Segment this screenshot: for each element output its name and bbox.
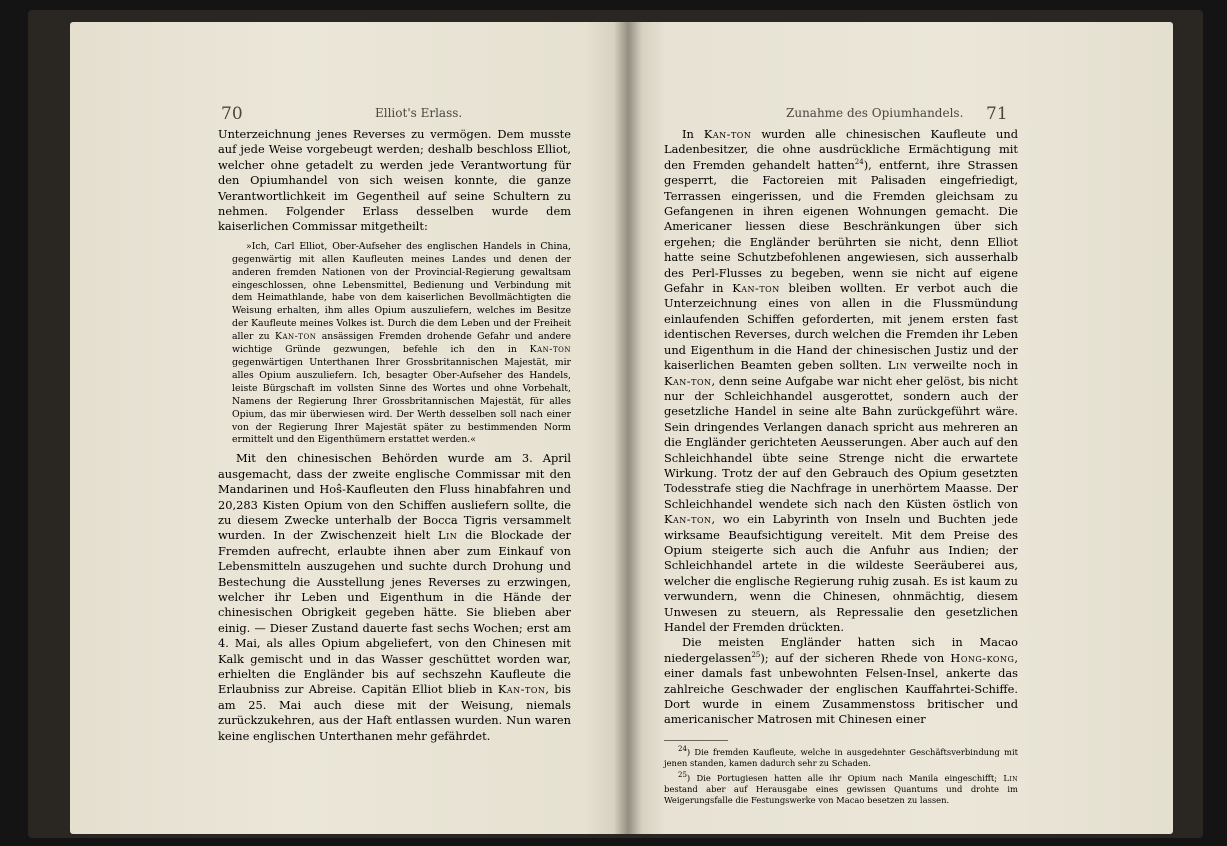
left-body-text — [218, 127, 571, 744]
footnote-24 — [664, 747, 1018, 769]
text-run: Die meisten Engländer hatten sich in Macao niedergelassen — [664, 635, 1018, 665]
left-page-number: 70 — [221, 104, 243, 124]
text-run: ); auf der sicheren Rhede von — [760, 650, 945, 665]
text-run: , bis am 25. Mai auch diese mit der Weisung, niemals zurückzukehren, aus der Haft entlassen wurden. Nun waren keine englischen Unterthanen mehr gefährdet. — [218, 682, 572, 743]
text-run: die Blockade der Fremden aufrecht, erlaubte ihnen aber zum Einkauf von Lebensmitteln auszugehen und suchte durch Drohung und Bestechung die Ausstellung jenes Reverses zu erzwingen, welcher ihr Leben und Eigenthum in die Hände der chinesischen Obrigkeit gegeben hätte. Sie blieben aber einig. — Dieser Zustand dauerte fast sechs Wochen; erst am 4. Mai, als alles Opium abgeliefert, von den Chinesen mit Kalk gemischt und in das Wasser geschüttet worden war, erhielten die Engländer bis auf sechszehn Kaufleute die Erlaubniss zur Abreise. Capitän Elliot blieb in — [218, 528, 572, 697]
place-name: Hong-kong — [950, 650, 1015, 665]
person-name: Lin — [1003, 772, 1018, 783]
quote-part-b: ansässigen Fremden drohende Gefahr und andere wichtige Gründe gezwungen, befehle ich den in — [232, 331, 571, 356]
text-run: ), entfernt, ihre Strassen gesperrt, die Factoreien mit Palisaden eingefriedigt, Terrassen eingerissen, und die Fremden gleichsam zu Gefangenen in ihren eigenen Wohnungen gemacht. Die Americaner liessen diese Beschränkungen über sich ergehen; die Engländer berührten sie nicht, denn Elliot hatte seine Schutzbefohlenen angewiesen, sich ausserhalb des Perl-Flusses zu begeben, wenn sie nicht auf eigene Gefahr in — [664, 157, 1018, 296]
right-paragraph-2 — [664, 635, 1018, 727]
right-body-text — [664, 127, 1018, 810]
place-name: Kan-ton — [497, 682, 546, 697]
footnote-ref: 24 — [854, 158, 864, 167]
footnote-ref: 25 — [751, 651, 761, 660]
quote-part-c: gegenwärtigen Unterthanen Ihrer Grossbritannischen Majestät, mir alles Opium auszuliefern. Ich, besagter Ober-Aufseher des Handels, leiste Bürgschaft im vollsten Sinne des Wortes und ohne Vorbehalt, Namens der Regierung Ihrer Grossbritannischen Majestät, für alles Opium, das mir überwiesen wird. Der Werth desselben soll nach einer von der Regierung Ihrer Majestät später zu bestimmenden Norm ermittelt und den Eigenthümern erstattet werden.« — [232, 357, 571, 446]
footnote-divider — [664, 740, 728, 741]
place-name: Kan-ton — [275, 331, 317, 343]
elliot-decree-quote — [232, 241, 571, 448]
footnote-number: 25 — [678, 771, 687, 780]
text-run: , einer damals fast unbewohnten Felsen-Insel, ankerte das zahlreiche Geschwader der englischen Kauffahrtei-Schiffe. Dort wurde in einem Zusammenstoss britischer und americanischer Matrosen mit Chinesen einer — [664, 650, 1018, 727]
footnote-text: ) Die fremden Kaufleute, welche in ausgedehnter Geschäftsverbindung mit jenen standen, kamen dadurch sehr zu Schaden. — [664, 746, 1018, 768]
quote-part-a: »Ich, Carl Elliot, Ober-Aufseher des englischen Handels in China, gegenwärtig mit allen Kaufleuten meines Landes und denen der anderen fremden Nationen von der Provincial-Regierung gewaltsam eingeschlossen, ohne Lebensmittel, Bedienung und Verbindung mit dem Heimathlande, habe von dem kaiserlichen Bevollmächtigten die Weisung erhalten, ihm alles Opium auszuliefern, welches im Besitze der Kaufleute meines Volkes ist. Durch die dem Leben und der Freiheit aller zu — [232, 240, 571, 343]
text-run: , denn seine Aufgabe war nicht eher gelöst, bis nicht nur der Schleichhandel ausgerottet, sondern auch der gesetzliche Handel in seine alte Bahn zurückgeführt wäre. Sein dringendes Verlangen danach spricht aus mehreren an die Engländer gerichteten Aeusserungen. Aber auch auf den Schleichhandel übte seine Strenge nicht die erwartete Wirkung. Trotz der auf den Gebrauch des Opium gesetzten Todesstrafe stieg die Nachfrage in unerhörtem Maasse. Der Schleichhandel wendete sich nach den Küsten östlich von — [664, 373, 1018, 511]
footnote-text: bestand aber auf Herausgabe eines gewissen Quantums und drohte im Weigerungsfalle die Festungswerke von Macao besetzen zu lassen. — [664, 783, 1018, 805]
text-run: verweilte noch in — [913, 358, 1019, 373]
text-run: Mit den chinesischen Behörden wurde am 3. April ausgemacht, dass der zweite englische Commissar mit den Mandarinen und Hoŝ-Kaufleuten den Fluss hinabfahren und 20,283 Kisten Opium von den Schiffen ausliefern sollte, die zu diesem Zwecke unterhalb der Bocca Tigris versammelt wurden. In der Zwischenzeit hielt — [218, 451, 571, 543]
left-paragraph-2 — [218, 451, 571, 744]
book-spread — [28, 10, 1203, 838]
place-name: Kan-ton — [664, 373, 712, 388]
footnote-number: 24 — [678, 745, 687, 754]
text-run: bleiben wollten. Er verbot auch die Unterzeichnung eines von allen in die Flussmündung einlaufenden Schiffen geforderten, mit jenem ersten fast identischen Reverses, durch welchen die Fremden ihr Leben und Eigenthum in die Hand der chinesischen Justiz und der kaiserlichen Beamten geben sollten. — [664, 281, 1018, 373]
text-run: In — [682, 127, 694, 141]
text-run: wurden alle chinesischen Kaufleute und Ladenbesitzer, die ohne ausdrückliche Ermächtigung mit den Fremden gehandelt hatten — [664, 127, 1019, 172]
place-name: Kan-ton — [529, 344, 571, 356]
place-name: Kan-ton — [732, 281, 780, 296]
footnotes — [664, 747, 1018, 806]
book-gutter — [614, 22, 642, 834]
person-name: Lin — [887, 358, 908, 373]
right-running-head: Zunahme des Opiumhandels. — [786, 106, 964, 120]
place-name: Kan-ton — [703, 127, 752, 141]
right-paragraph-1 — [664, 127, 1018, 635]
left-running-head: Elliot's Erlass. — [375, 106, 463, 120]
footnote-text: ) Die Portugiesen hatten alle ihr Opium nach Manila eingeschifft; — [686, 772, 998, 783]
footnote-25 — [664, 773, 1018, 806]
text-run: , wo ein Labyrinth von Inseln und Buchten jede wirksame Beaufsichtigung vereitelt. Mit dem Preise des Opium steigerte sich auch die Anfuhr aus Indien; der Schleichhandel artete in die wildeste Seeräuberei aus, welcher die englische Regierung ruhig zusah. Es ist kaum zu verwundern, wenn die Chinesen, ohnmächtig, diesem Unwesen zu steuern, als Repressalie den gesetzlichen Handel der Fremden drückten. — [664, 512, 1018, 634]
place-name: Kan-ton — [664, 512, 712, 527]
person-name: Lin — [438, 528, 458, 543]
left-paragraph-1: Unterzeichnung jenes Reverses zu vermögen. Dem musste auf jede Weise vorgebeugt werden; deshalb beschloss Elliot, welcher ohne getadelt zu werden jede Verantwortung für den Opiumhandel von sich weisen konnte, die ganze Verantwortlichkeit im Gegentheil auf seine Schultern zu nehmen. Folgender Erlass desselben wurde dem kaiserlichen Commissar mitgetheilt: — [218, 127, 571, 234]
right-page-number: 71 — [986, 104, 1008, 124]
